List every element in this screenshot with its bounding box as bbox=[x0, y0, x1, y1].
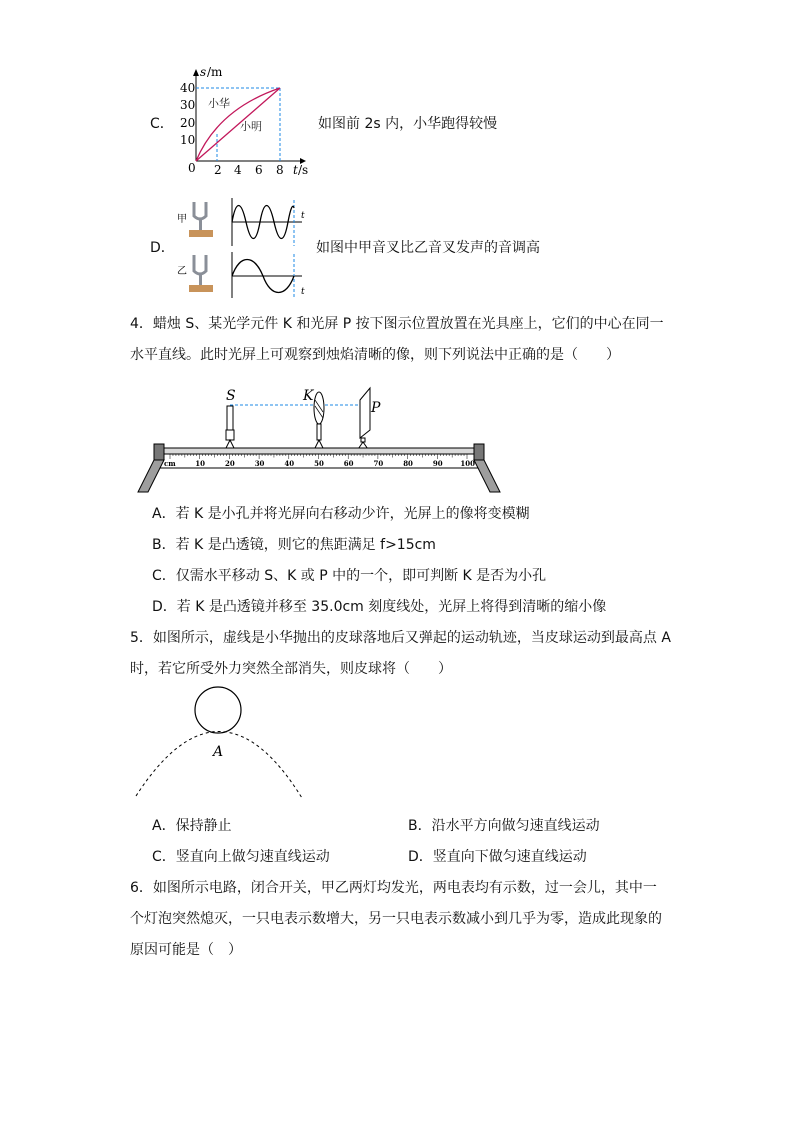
x-axis-var: t bbox=[293, 163, 298, 177]
trajectory-dashed bbox=[136, 731, 302, 798]
q4-option-a: A．若 K 是小孔并将光屏向右移动少许，光屏上的像将变模糊 bbox=[152, 506, 530, 522]
x-tick: 6 bbox=[255, 163, 263, 177]
label-k: K bbox=[303, 388, 314, 404]
t-label: t bbox=[301, 211, 305, 221]
optical-bench-figure bbox=[134, 382, 504, 500]
ruler-label: 50 bbox=[314, 459, 324, 468]
option-d-label: D． bbox=[150, 240, 175, 256]
ball-trajectory-figure bbox=[130, 686, 310, 802]
q6-stem-line2: 个灯泡突然熄灭，一只电表示数增大，另一只电表示数减小到几乎为零，造成此现象的 bbox=[130, 911, 662, 927]
y-tick: 20 bbox=[180, 116, 196, 130]
ruler-label: 40 bbox=[284, 459, 295, 468]
x-tick: 8 bbox=[276, 163, 284, 177]
label-s: S bbox=[226, 388, 236, 404]
q4-stem-line2: 水平直线。此时光屏上可观察到烛焰清晰的像，则下列说法中正确的是（ ） bbox=[130, 347, 620, 363]
option-c-text: 如图前 2s 内，小华跑得较慢 bbox=[318, 116, 498, 132]
label-p: P bbox=[371, 400, 381, 416]
ruler-label: 80 bbox=[403, 459, 413, 468]
q5-option-b: B．沿水平方向做匀速直线运动 bbox=[408, 818, 600, 834]
option-c-label: C． bbox=[150, 116, 174, 132]
x-tick: 4 bbox=[234, 163, 242, 177]
y-axis-var: s bbox=[200, 65, 207, 79]
ruler-label: 10 bbox=[195, 459, 206, 468]
xiaohua-label: 小华 bbox=[208, 97, 230, 110]
x-axis-unit: /s bbox=[298, 163, 309, 177]
q4-option-c: C．仅需水平移动 S、K 或 P 中的一个，即可判断 K 是否为小孔 bbox=[152, 568, 547, 584]
tuning-fork-icon bbox=[189, 202, 213, 237]
x-tick: 2 bbox=[214, 163, 222, 177]
distance-time-graph bbox=[178, 64, 318, 179]
ruler-unit: cm bbox=[164, 459, 176, 468]
q5-stem-line1: 5．如图所示，虚线是小华抛出的皮球落地后又弹起的运动轨迹，当皮球运动到最高点 A bbox=[130, 630, 671, 646]
candle-icon bbox=[224, 406, 236, 452]
origin-label: 0 bbox=[188, 161, 196, 175]
y-tick: 40 bbox=[180, 81, 196, 95]
ruler-label: 30 bbox=[254, 459, 265, 468]
q4-option-b: B．若 K 是凸透镜，则它的焦距满足 f>15cm bbox=[152, 537, 436, 553]
screen-icon bbox=[356, 388, 370, 452]
ruler-label: 20 bbox=[225, 459, 235, 468]
y-tick: 10 bbox=[180, 133, 196, 147]
q5-option-a: A．保持静止 bbox=[152, 818, 232, 834]
lens-icon bbox=[313, 392, 325, 452]
q5-stem-line2: 时，若它所受外力突然全部消失，则皮球将（ ） bbox=[130, 661, 452, 677]
q6-stem-line1: 6．如图所示电路，闭合开关，甲乙两灯均发光，两电表均有示数，过一会儿，其中一 bbox=[130, 880, 657, 896]
ruler-label: 100 bbox=[460, 459, 476, 468]
q5-option-d: D．竖直向下做匀速直线运动 bbox=[408, 849, 587, 865]
ball-icon bbox=[195, 687, 241, 733]
q4-option-d: D．若 K 是凸透镜并移至 35.0cm 刻度线处，光屏上将得到清晰的缩小像 bbox=[152, 599, 607, 615]
q6-stem-line3: 原因可能是（ ） bbox=[130, 942, 242, 958]
yi-label: 乙 bbox=[177, 266, 187, 277]
xiaoming-label: 小明 bbox=[240, 120, 262, 133]
ruler-label: 90 bbox=[432, 459, 443, 468]
jia-label: 甲 bbox=[177, 214, 187, 225]
label-a: A bbox=[213, 744, 224, 760]
y-tick: 30 bbox=[180, 98, 196, 112]
option-d-text: 如图中甲音叉比乙音叉发声的音调高 bbox=[316, 240, 540, 256]
q4-stem-line1: 4．蜡烛 S、某光学元件 K 和光屏 P 按下图示位置放置在光具座上，它们的中心在同一 bbox=[130, 316, 664, 332]
t-label: t bbox=[301, 287, 305, 297]
y-axis-unit: /m bbox=[207, 65, 223, 79]
ruler-label: 60 bbox=[343, 459, 354, 468]
q5-option-c: C．竖直向上做匀速直线运动 bbox=[152, 849, 330, 865]
tuning-fork-icon bbox=[189, 255, 213, 292]
tuning-fork-figure bbox=[174, 196, 310, 300]
ruler-label: 70 bbox=[373, 459, 384, 468]
